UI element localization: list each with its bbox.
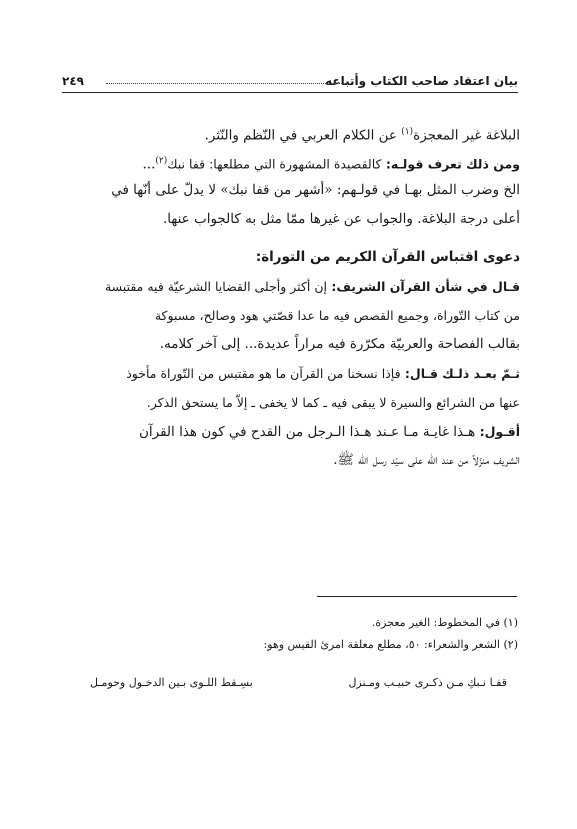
text-line: ومن ذلك تعرف قولـه: كالقصيدة المشهورة التي مطلعها: قفا نبك$^{(٢)}$...	[142, 156, 520, 173]
text-line: البلاغة غير المعجزة$^{(١)}$ عن الكلام العربي في النّظم والنّثر.	[204, 127, 520, 144]
header-dot-leader	[106, 83, 348, 84]
verse-hemistich-first: قفـا نـبكِ مـن ذكـرى حبيـب ومـنزل	[348, 676, 507, 689]
footnote-ref: (١)	[401, 127, 414, 137]
text-line: أقـول: هـذا غايـة مـا عـند هـذا الـرجل من القدح في كون هذا القرآن	[138, 424, 520, 440]
text-line: أعلى درجة البلاغة. والجواب عن غيرها ممّا مثل به كالجواب عنها.	[162, 211, 520, 227]
footnote-verse	[90, 676, 517, 696]
text-line: الخ وضرب المثل بهـا في قولـهم: «أشهر من قفا نبك» لا يدلّ على أنّها في	[111, 182, 520, 198]
text-line: ثـمّ بعـد ذلـك قـال: فإذا نسخنا من القرآن ما هو مقتبس من التّوراة مأخوذ	[126, 366, 520, 381]
running-title: بيان اعتقاد صاحب الكتاب وأتباعه	[325, 74, 518, 88]
footnotes	[55, 612, 518, 656]
verse-hemistich-second: بسِـقط اللـوى بـين الدخـول وحومـل	[90, 676, 253, 689]
text-line: عنها من الشرائع والسيرة لا يبقى فيه ـ كما لا يخفى ـ إلاّ ما يستحق الذكر.	[146, 395, 520, 410]
text-line: بقالب الفصاحة والعربيّة مكرّرة فيه مراراً عديدة... إلى آخر كلامه.	[159, 336, 520, 352]
footnote-ref: (٢)	[155, 156, 168, 166]
text-line: الشريف منزّلاً من عند الله على سيّد رسل الله ﷺ.	[333, 452, 520, 468]
section-heading: دعوى اقتباس القرآن الكريم من التوراة:	[255, 249, 520, 265]
footnote-1: (١) في المخطوط: الغير معجزة.	[371, 616, 518, 629]
page-number: ٢٤٩	[62, 74, 84, 88]
main-text	[55, 118, 520, 475]
page-header	[62, 72, 518, 93]
footnote-2: (٢) الشعر والشعراء: ٥٠، مطلع معلقة امرئ القيس وهو:	[263, 638, 518, 651]
footnote-separator	[317, 596, 517, 597]
text-line: من كتاب التّوراة، وجميع القصص فيه ما عدا قصّتي هود وصالح، مسبوكة	[154, 308, 520, 323]
text-line: قـال في شأن القرآن الشريف: إن أكثر وأجلى القضايا الشرعيّة فيه مقتبسة	[104, 279, 520, 294]
